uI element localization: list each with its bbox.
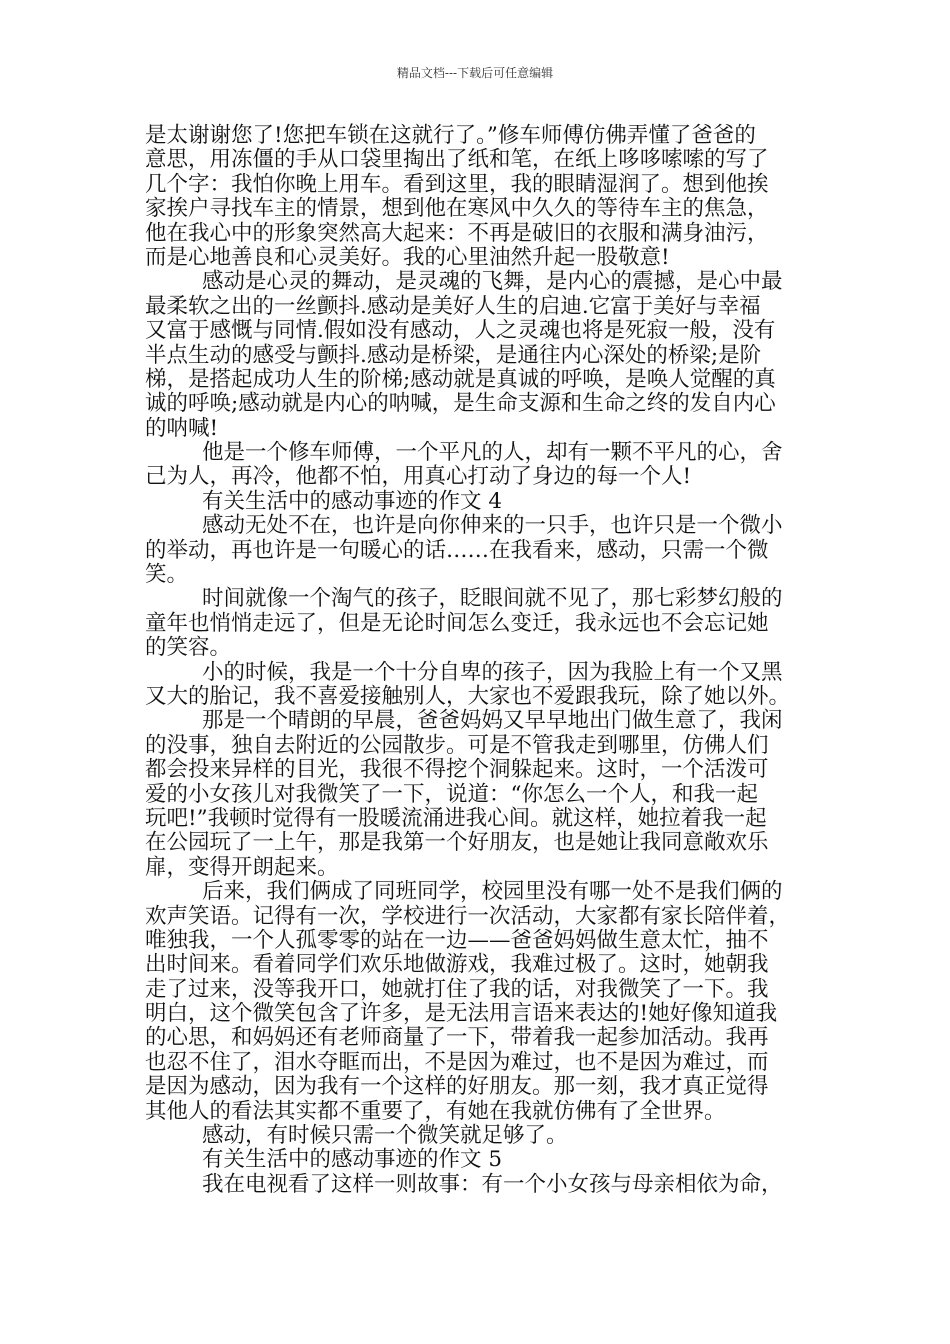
text-line: 我在电视看了这样一则故事：有一个小女孩与母亲相依为命， (202, 1171, 783, 1197)
text-line: 是因为感动，因为我有一个这样的好朋友。那一刻，我才真正觉得 (145, 1074, 769, 1100)
text-line: 他在我心中的形象突然高大起来：不再是破旧的衣服和满身油污， (145, 220, 769, 246)
text-line: 的心思，和妈妈还有老师商量了一下，带着我一起参加活动。我再 (145, 1025, 769, 1051)
text-line: 是太谢谢您了!您把车锁在这就行了。”修车师傅仿佛弄懂了爸爸的 (145, 123, 756, 148)
text-line: 感动是心灵的舞动，是灵魂的飞舞，是内心的震撼，是心中最 (202, 269, 783, 295)
text-line: 在公园玩了一上午，那是我第一个好朋友，也是她让我同意敞欢乐 (145, 830, 769, 856)
text-line: 小的时候，我是一个十分自卑的孩子，因为我脸上有一个又黑 (202, 659, 783, 685)
text-line: 有关生活中的感动事迹的作文 5 (202, 1147, 503, 1173)
text-line: 感动无处不在，也许是向你伸来的一只手，也许只是一个微小 (202, 513, 783, 539)
text-line: 又富于感慨与同情.假如没有感动，人之灵魂也将是死寂一般，没有 (145, 318, 776, 344)
text-line: 后来，我们俩成了同班同学，校园里没有哪一处不是我们俩的 (202, 879, 783, 905)
page-header: 精品文档---下载后可任意编辑 (396, 66, 554, 80)
text-line: 梯，是搭起成功人生的阶梯;感动就是真诚的呼唤，是唤人觉醒的真 (145, 366, 776, 392)
text-line: 出时间来。看着同学们欢乐地做游戏，我难过极了。这时，她朝我 (145, 952, 769, 978)
text-line: 那是一个晴朗的早晨，爸爸妈妈又早早地出门做生意了，我闲 (202, 708, 783, 734)
text-line: 爱的小女孩儿对我微笑了一下，说道：“你怎么一个人，和我一起 (145, 781, 758, 807)
text-line: 其他人的看法其实都不重要了，有她在我就仿佛有了全世界。 (145, 1098, 726, 1124)
text-line: 明白，这个微笑包含了许多，是无法用言语来表达的!她好像知道我 (145, 1001, 778, 1027)
text-line: 都会投来异样的目光，我很不得挖个洞躲起来。这时，一个活泼可 (145, 757, 769, 783)
text-line: 最柔软之出的一丝颤抖.感动是美好人生的启迪.它富于美好与幸福 (145, 293, 761, 319)
text-line: 几个字：我怕你晚上用车。看到这里，我的眼睛湿润了。想到他挨 (145, 171, 769, 197)
text-line: 欢声笑语。记得有一次，学校进行一次活动，大家都有家长陪伴着， (145, 903, 791, 929)
text-line: 有关生活中的感动事迹的作文 4 (202, 488, 503, 514)
text-line: 家挨户寻找车主的情景，想到他在寒风中久久的等待车主的焦急， (145, 196, 769, 222)
text-line: 的举动，再也许是一句暖心的话……在我看来，感动，只需一个微 (145, 537, 769, 563)
text-line: 感动，有时候只需一个微笑就足够了。 (202, 1123, 568, 1149)
text-line: 而是心地善良和心灵美好。我的心里油然升起一股敬意! (145, 244, 670, 270)
text-line: 意思，用冻僵的手从口袋里掏出了纸和笔，在纸上哆哆嗦嗦的写了 (145, 147, 769, 173)
text-line: 他是一个修车师傅，一个平凡的人，却有一颗不平凡的心，舍 (202, 440, 783, 466)
text-line: 唯独我，一个人孤零零的站在一边——爸爸妈妈做生意太忙，抽不 (145, 927, 769, 953)
text-line: 童年也悄悄走远了，但是无论时间怎么变迁，我永远也不会忘记她 (145, 610, 769, 636)
document-body (145, 124, 807, 1197)
text-line: 玩吧!”我顿时觉得有一股暖流涌进我心间。就这样，她拉着我一起 (145, 805, 767, 831)
text-line: 时间就像一个淘气的孩子，眨眼间就不见了，那七彩梦幻般的 (202, 586, 783, 612)
text-line: 也忍不住了，泪水夺眶而出，不是因为难过，也不是因为难过，而 (145, 1049, 769, 1075)
text-line: 走了过来，没等我开口，她就打住了我的话，对我微笑了一下。我 (145, 976, 769, 1002)
text-line: 扉，变得开朗起来。 (145, 854, 339, 880)
text-line: 的笑容。 (145, 635, 232, 661)
text-line: 又大的胎记，我不喜爱接触别人，大家也不爱跟我玩，除了她以外。 (145, 683, 791, 709)
text-line: 诚的呼唤;感动就是内心的呐喊，是生命支源和生命之终的发自内心 (145, 391, 776, 417)
text-line: 的没事，独自去附近的公园散步。可是不管我走到哪里，仿佛人们 (145, 732, 769, 758)
text-line: 半点生动的感受与颤抖.感动是桥梁，是通往内心深处的桥梁;是阶 (145, 342, 762, 368)
text-line: 己为人，再冷，他都不怕，用真心打动了身边的每一个人! (145, 464, 692, 490)
text-line: 的呐喊! (145, 415, 219, 441)
text-line: 笑。 (145, 562, 189, 588)
